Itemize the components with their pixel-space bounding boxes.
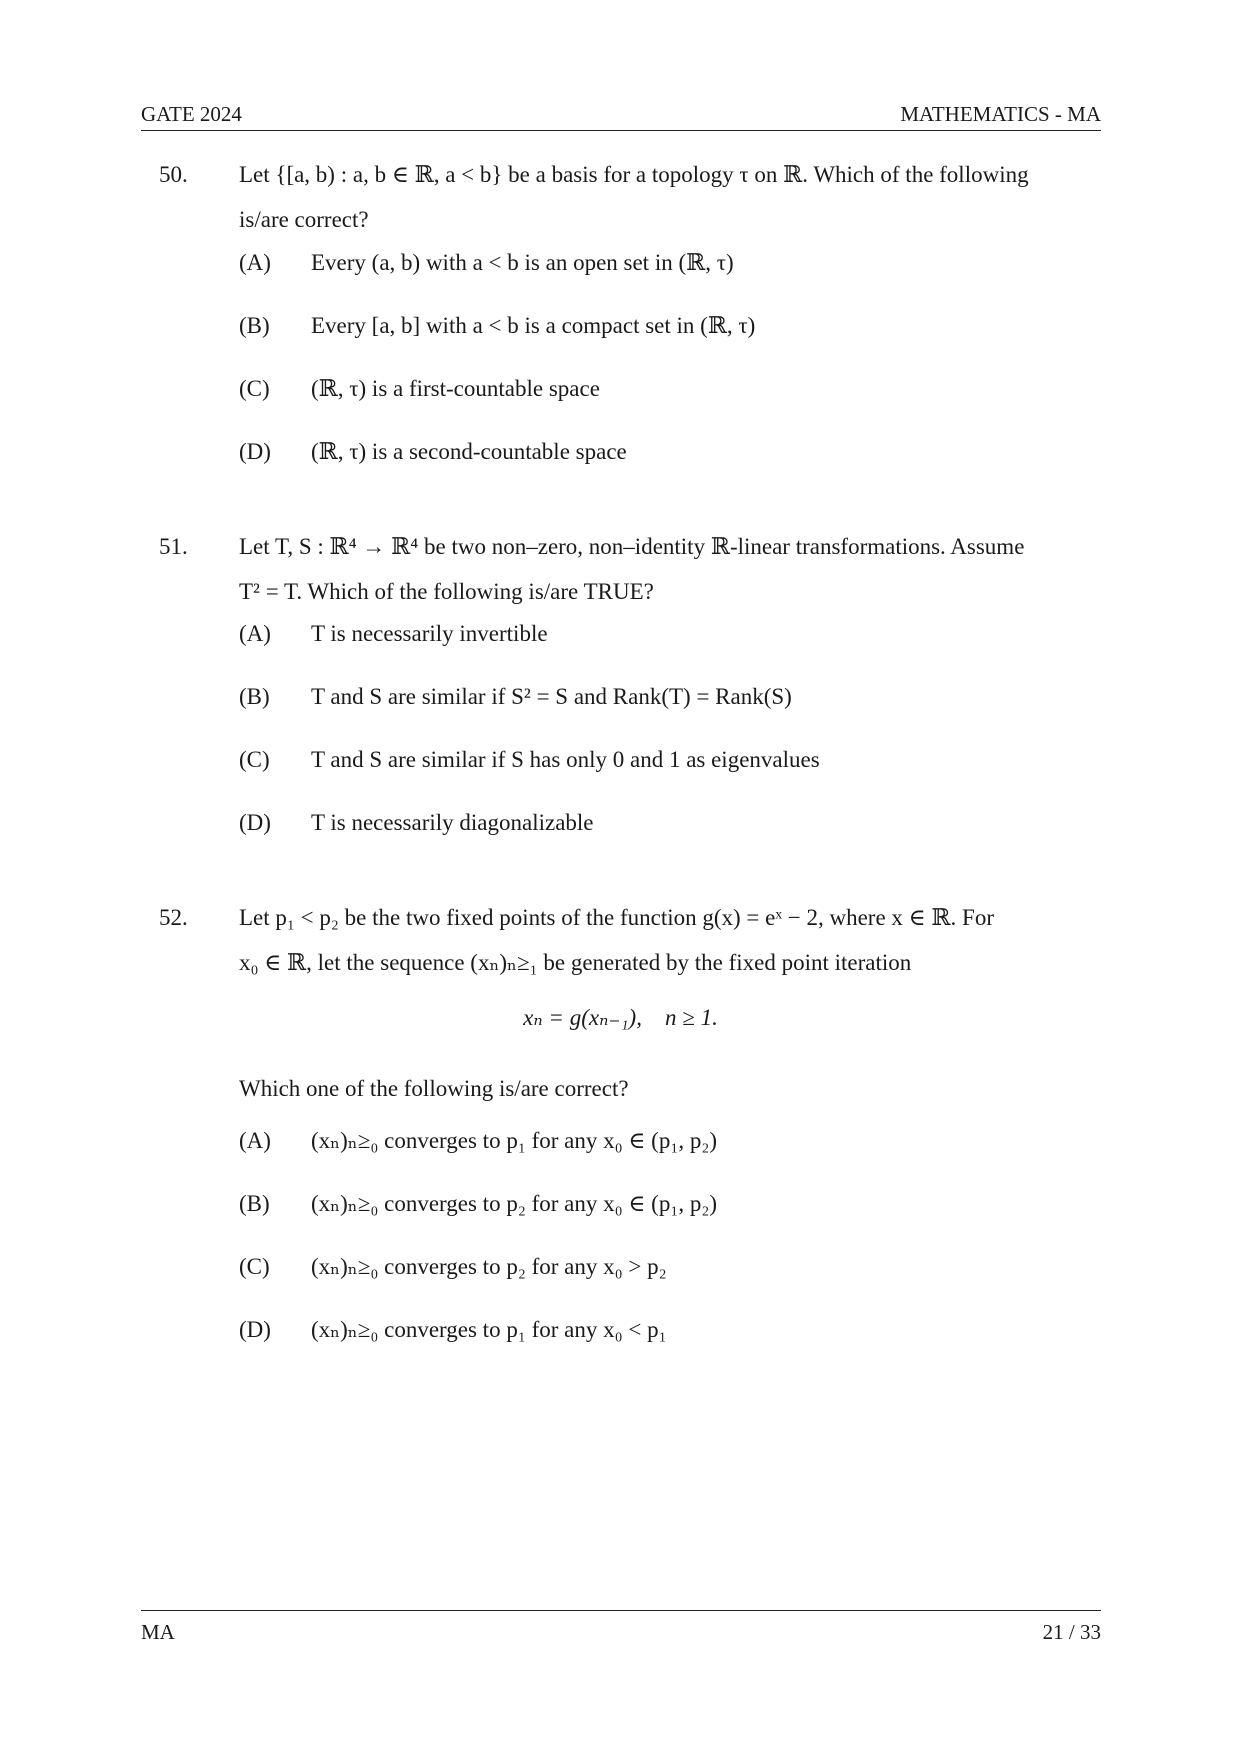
option-text: (xₙ)ₙ≥₀ converges to p₁ for any x₀ ∈ (p₁, p₂) (311, 1128, 718, 1153)
option-text: T and S are similar if S² = S and Rank(T) = Rank(S) (311, 684, 792, 709)
option-text: T is necessarily diagonalizable (311, 810, 594, 835)
option-label: (C) (239, 376, 270, 401)
option-text: Every (a, b) with a < b is an open set in (ℝ, τ) (311, 250, 734, 275)
option-text: T is necessarily invertible (311, 621, 548, 646)
option-text: (xₙ)ₙ≥₀ converges to p₂ for any x₀ ∈ (p₁, p₂) (311, 1191, 718, 1216)
option-text: (xₙ)ₙ≥₀ converges to p₂ for any x₀ > p₂ (311, 1254, 667, 1279)
stem-line: Let {[a, b) : a, b ∈ ℝ, a < b} be a basis for a topology τ on ℝ. Which of the following (239, 162, 1029, 187)
question-stem (239, 895, 1101, 985)
option-label: (A) (239, 621, 271, 646)
footer-divider (141, 1610, 1101, 1611)
option-label: (C) (239, 1254, 270, 1279)
option-text: (ℝ, τ) is a first-countable space (311, 376, 600, 401)
option-label: (B) (239, 313, 270, 338)
iteration-equation: xₙ = g(xₙ₋₁), n ≥ 1. (523, 1005, 718, 1030)
option-text: (xₙ)ₙ≥₀ converges to p₁ for any x₀ < p₁ (311, 1317, 667, 1342)
stem-line: x₀ ∈ ℝ, let the sequence (xₙ)ₙ≥₁ be generated by the fixed point iteration (239, 950, 912, 975)
stem-line: T² = T. Which of the following is/are TRUE? (239, 579, 654, 604)
page-number: 21 / 33 (1042, 1620, 1101, 1644)
question-number: 52. (159, 905, 188, 930)
option-label: (C) (239, 747, 270, 772)
exam-name: GATE 2024 (141, 102, 242, 126)
paper-name: MATHEMATICS - MA (900, 102, 1101, 126)
option-label: (B) (239, 684, 270, 709)
option-label: (D) (239, 439, 271, 464)
option-label: (A) (239, 1128, 271, 1153)
option-label: (D) (239, 1317, 271, 1342)
option-label: (B) (239, 1191, 270, 1216)
question-number: 50. (159, 162, 188, 187)
option-text: Every [a, b] with a < b is a compact set in (ℝ, τ) (311, 313, 756, 338)
page-header (141, 100, 1101, 131)
stem-line: Let p₁ < p₂ be the two fixed points of the function g(x) = eˣ − 2, where x ∈ ℝ. For (239, 905, 995, 930)
stem-line: is/are correct? (239, 207, 369, 232)
option-text: (ℝ, τ) is a second-countable space (311, 439, 627, 464)
question-prompt: Which one of the following is/are correct? (239, 1076, 629, 1101)
option-label: (A) (239, 250, 271, 275)
question-stem (239, 152, 1101, 242)
option-text: T and S are similar if S has only 0 and 1 as eigenvalues (311, 747, 820, 772)
paper-code: MA (141, 1620, 175, 1644)
question-number: 51. (159, 534, 188, 559)
stem-line: Let T, S : ℝ⁴ → ℝ⁴ be two non–zero, non–identity ℝ-linear transformations. Assume (239, 534, 1025, 559)
option-label: (D) (239, 810, 271, 835)
question-stem (239, 524, 1101, 614)
